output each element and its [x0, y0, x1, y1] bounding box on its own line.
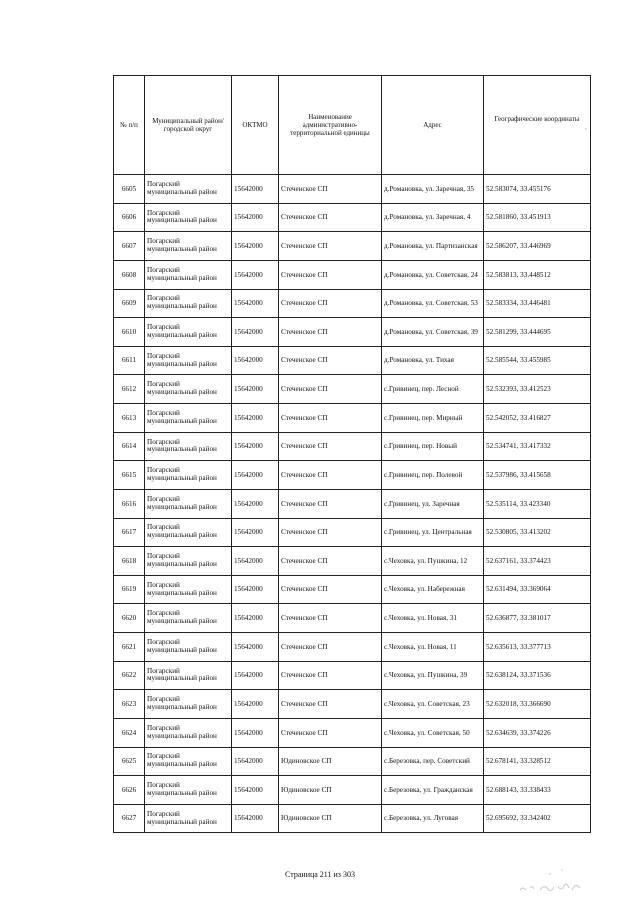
table-row [114, 404, 591, 433]
row-coords: 52.532393, 33.412523 [484, 375, 591, 404]
row-unit: Стеченское СП [279, 318, 382, 347]
row-address: д.Романовка, ул. Советская, 24 [382, 260, 484, 289]
row-number: 6618 [114, 547, 145, 576]
row-address: с.Березовка, пер. Советский [382, 747, 484, 776]
row-oktmo: 15642000 [232, 432, 279, 461]
row-number: 6622 [114, 661, 145, 690]
row-district: Погарский муниципальный район [145, 232, 232, 261]
row-unit: Юдиновское СП [279, 804, 382, 833]
row-unit: Стеченское СП [279, 661, 382, 690]
row-district: Погарский муниципальный район [145, 575, 232, 604]
row-district: Погарский муниципальный район [145, 604, 232, 633]
row-oktmo: 15642000 [232, 547, 279, 576]
row-unit: Стеченское СП [279, 461, 382, 490]
row-address: с.Чеховка, ул. Новая, 31 [382, 604, 484, 633]
row-address: с.Гривинец, пер. Новый [382, 432, 484, 461]
table-row [114, 776, 591, 805]
row-number: 6625 [114, 747, 145, 776]
table-row [114, 518, 591, 547]
header-district: Муниципальный район/городской округ [145, 76, 232, 175]
row-unit: Стеченское СП [279, 175, 382, 204]
row-address: с.Гривинец, ул. Центральная [382, 518, 484, 547]
table-row [114, 461, 591, 490]
row-oktmo: 15642000 [232, 804, 279, 833]
table-row [114, 661, 591, 690]
row-district: Погарский муниципальный район [145, 346, 232, 375]
row-coords: 52.636877, 33.381017 [484, 604, 591, 633]
table-row [114, 260, 591, 289]
row-address: с.Чеховка, ул. Пушкина, 12 [382, 547, 484, 576]
row-address: с.Гривинец, пер. Полевой [382, 461, 484, 490]
row-unit: Стеченское СП [279, 604, 382, 633]
row-unit: Стеченское СП [279, 346, 382, 375]
row-unit: Стеченское СП [279, 260, 382, 289]
row-unit: Юдиновское СП [279, 776, 382, 805]
row-oktmo: 15642000 [232, 604, 279, 633]
row-number: 6621 [114, 633, 145, 662]
row-unit: Юдиновское СП [279, 747, 382, 776]
table-row [114, 547, 591, 576]
header-num: № п/п [114, 76, 145, 175]
row-address: с.Чеховка, ул. Пушкина, 39 [382, 661, 484, 690]
row-unit: Стеченское СП [279, 432, 382, 461]
row-unit: Стеченское СП [279, 575, 382, 604]
row-number: 6606 [114, 203, 145, 232]
row-district: Погарский муниципальный район [145, 375, 232, 404]
page-number: Страница 211 из 303 [285, 870, 355, 879]
row-district: Погарский муниципальный район [145, 289, 232, 318]
table-row [114, 575, 591, 604]
row-district: Погарский муниципальный район [145, 633, 232, 662]
row-coords: 52.537986, 33.415658 [484, 461, 591, 490]
table-row [114, 690, 591, 719]
row-number: 6612 [114, 375, 145, 404]
row-unit: Стеченское СП [279, 633, 382, 662]
row-coords: 52.637161, 33.374423 [484, 547, 591, 576]
row-number: 6620 [114, 604, 145, 633]
row-address: с.Чеховка, ул. Набережная [382, 575, 484, 604]
table-row [114, 175, 591, 204]
row-address: д.Романовка, ул. Тихая [382, 346, 484, 375]
row-address: д.Романовка, ул. Заречная, 35 [382, 175, 484, 204]
row-number: 6624 [114, 718, 145, 747]
header-oktmo: ОКТМО [232, 76, 279, 175]
table-row [114, 604, 591, 633]
table-row [114, 289, 591, 318]
row-coords: 52.581860, 33.451913 [484, 203, 591, 232]
row-oktmo: 15642000 [232, 404, 279, 433]
row-unit: Стеченское СП [279, 375, 382, 404]
row-unit: Стеченское СП [279, 232, 382, 261]
row-coords: 52.583813, 33.448512 [484, 260, 591, 289]
row-district: Погарский муниципальный район [145, 690, 232, 719]
row-number: 6608 [114, 260, 145, 289]
row-coords: 52.638124, 33.371536 [484, 661, 591, 690]
row-number: 6613 [114, 404, 145, 433]
row-district: Погарский муниципальный район [145, 547, 232, 576]
row-number: 6610 [114, 318, 145, 347]
row-number: 6619 [114, 575, 145, 604]
row-unit: Стеченское СП [279, 203, 382, 232]
row-district: Погарский муниципальный район [145, 718, 232, 747]
row-number: 6607 [114, 232, 145, 261]
row-number: 6605 [114, 175, 145, 204]
row-coords: 52.585544, 33.455985 [484, 346, 591, 375]
row-district: Погарский муниципальный район [145, 804, 232, 833]
row-coords: 52.542052, 33.416827 [484, 404, 591, 433]
row-address: д.Романовка, ул. Партизанская [382, 232, 484, 261]
row-district: Погарский муниципальный район [145, 203, 232, 232]
row-oktmo: 15642000 [232, 175, 279, 204]
row-district: Погарский муниципальный район [145, 318, 232, 347]
row-district: Погарский муниципальный район [145, 432, 232, 461]
row-oktmo: 15642000 [232, 575, 279, 604]
row-address: с.Гривинец, пер. Мирный [382, 404, 484, 433]
row-oktmo: 15642000 [232, 718, 279, 747]
table-row [114, 318, 591, 347]
row-address: с.Березовка, ул. Гражданская [382, 776, 484, 805]
row-address: с.Гривинец, пер. Лесной [382, 375, 484, 404]
row-address: с.Березовка, ул. Луговая [382, 804, 484, 833]
header-address: Адрес [382, 76, 484, 175]
row-coords: 52.634639, 33.374226 [484, 718, 591, 747]
row-oktmo: 15642000 [232, 776, 279, 805]
row-unit: Стеченское СП [279, 518, 382, 547]
row-oktmo: 15642000 [232, 489, 279, 518]
row-district: Погарский муниципальный район [145, 260, 232, 289]
row-coords: 52.632018, 33.366690 [484, 690, 591, 719]
row-unit: Стеченское СП [279, 489, 382, 518]
header-coords-label: Географические координаты [494, 115, 580, 124]
row-district: Погарский муниципальный район [145, 461, 232, 490]
row-number: 6615 [114, 461, 145, 490]
row-address: с.Чеховка, ул. Новая, 11 [382, 633, 484, 662]
table-row [114, 747, 591, 776]
row-address: с.Чеховка, ул. Советская, 50 [382, 718, 484, 747]
row-oktmo: 15642000 [232, 661, 279, 690]
row-oktmo: 15642000 [232, 747, 279, 776]
table-row [114, 718, 591, 747]
row-unit: Стеченское СП [279, 404, 382, 433]
row-district: Погарский муниципальный район [145, 518, 232, 547]
header-unit: Наименование административно-территориальной единицы [279, 76, 382, 175]
row-oktmo: 15642000 [232, 318, 279, 347]
row-oktmo: 15642000 [232, 461, 279, 490]
row-address: с.Чеховка, ул. Советская, 23 [382, 690, 484, 719]
row-coords: 52.581299, 33.444695 [484, 318, 591, 347]
row-coords: 52.631494, 33.369064 [484, 575, 591, 604]
row-unit: Стеченское СП [279, 547, 382, 576]
table-row [114, 489, 591, 518]
row-oktmo: 15642000 [232, 289, 279, 318]
row-district: Погарский муниципальный район [145, 776, 232, 805]
row-address: д.Романовка, ул. Советская, 53 [382, 289, 484, 318]
row-address: с.Гривинец, ул. Заречная [382, 489, 484, 518]
row-unit: Стеченское СП [279, 718, 382, 747]
table-header [114, 76, 591, 175]
row-oktmo: 15642000 [232, 346, 279, 375]
table-row [114, 232, 591, 261]
row-coords: 52.534741, 33.417332 [484, 432, 591, 461]
row-unit: Стеченское СП [279, 289, 382, 318]
table-body [114, 175, 591, 833]
row-oktmo: 15642000 [232, 260, 279, 289]
row-number: 6614 [114, 432, 145, 461]
row-oktmo: 15642000 [232, 203, 279, 232]
table-row [114, 203, 591, 232]
row-coords: 52.530805, 33.413202 [484, 518, 591, 547]
row-district: Погарский муниципальный район [145, 489, 232, 518]
row-number: 6609 [114, 289, 145, 318]
row-oktmo: 15642000 [232, 232, 279, 261]
row-number: 6626 [114, 776, 145, 805]
table-row [114, 633, 591, 662]
row-coords: 52.586207, 33.446969 [484, 232, 591, 261]
row-coords: 52.583334, 33.446481 [484, 289, 591, 318]
table-row [114, 804, 591, 833]
row-coords: 52.583074, 33.455176 [484, 175, 591, 204]
row-district: Погарский муниципальный район [145, 661, 232, 690]
table-row [114, 346, 591, 375]
row-coords: 52.688143, 33.338433 [484, 776, 591, 805]
table-row [114, 432, 591, 461]
row-coords: 52.635613, 33.377713 [484, 633, 591, 662]
row-oktmo: 15642000 [232, 518, 279, 547]
row-number: 6623 [114, 690, 145, 719]
row-unit: Стеченское СП [279, 690, 382, 719]
row-oktmo: 15642000 [232, 375, 279, 404]
row-address: д.Романовка, ул. Заречная, 4 [382, 203, 484, 232]
row-district: Погарский муниципальный район [145, 404, 232, 433]
row-district: Погарский муниципальный район [145, 747, 232, 776]
row-coords: 52.695692, 33.342402 [484, 804, 591, 833]
header-coords [484, 76, 591, 175]
address-registry-table [113, 75, 591, 833]
row-oktmo: 15642000 [232, 690, 279, 719]
row-number: 6616 [114, 489, 145, 518]
row-number: 6611 [114, 346, 145, 375]
row-coords: 52.535114, 33.423340 [484, 489, 591, 518]
row-district: Погарский муниципальный район [145, 175, 232, 204]
handwritten-scribble [510, 860, 590, 900]
table-row [114, 375, 591, 404]
row-number: 6617 [114, 518, 145, 547]
row-address: д.Романовка, ул. Советская, 39 [382, 318, 484, 347]
row-coords: 52.678141, 33.328512 [484, 747, 591, 776]
row-number: 6627 [114, 804, 145, 833]
pen-mark: ’ [584, 126, 587, 135]
row-oktmo: 15642000 [232, 633, 279, 662]
